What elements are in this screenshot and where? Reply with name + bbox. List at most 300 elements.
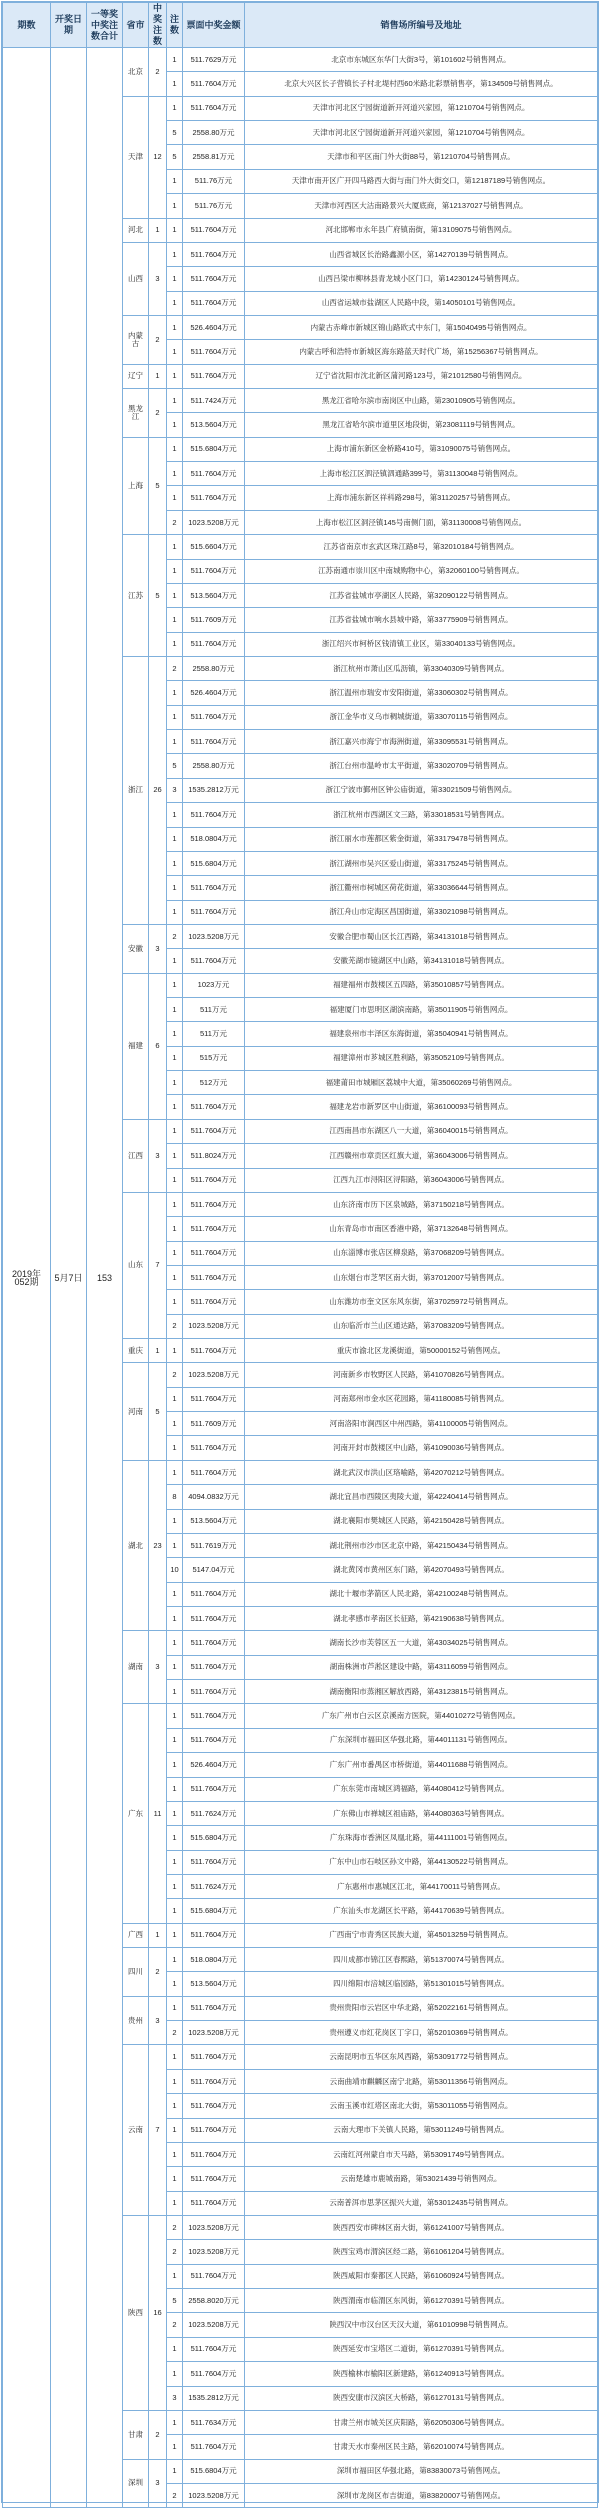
bets-cell: 1 — [167, 1850, 183, 1874]
province-count: 11 — [149, 1704, 167, 1923]
bets-cell: 1 — [167, 851, 183, 875]
bets-cell: 1 — [167, 2069, 183, 2093]
address-cell: 江苏省盐城市亭湖区人民路，第32090122号销售网点。 — [245, 583, 598, 607]
address-cell: 天津市南开区广开四马路西大街与南门外大街交口，第12187189号销售网点。 — [245, 169, 598, 193]
bets-cell: 5 — [167, 145, 183, 169]
amount-cell: 1023.5208万元 — [183, 924, 245, 948]
address-cell: 浙江衢州市柯城区荷花街道，第33036644号销售网点。 — [245, 876, 598, 900]
address-cell: 江西九江市浔阳区浔阳路，第36043006号销售网点。 — [245, 1168, 598, 1192]
amount-cell: 511.7604万元 — [183, 1777, 245, 1801]
province-name: 浙江 — [123, 656, 149, 924]
address-cell: 陕西渭南市临渭区东风街，第61270391号销售网点。 — [245, 2289, 598, 2313]
address-cell: 福建漳州市芗城区胜利路，第35052109号销售网点。 — [245, 1046, 598, 1070]
bets-cell: 1 — [167, 1144, 183, 1168]
address-cell: 上海市松江区洞泾镇145号南侧门面，第31130008号销售网点。 — [245, 510, 598, 534]
bets-cell: 2 — [167, 2215, 183, 2239]
province-count: 6 — [149, 973, 167, 1119]
bets-cell: 1 — [167, 1119, 183, 1143]
amount-cell: 511.7604万元 — [183, 1850, 245, 1874]
bets-cell: 1 — [167, 1533, 183, 1557]
address-cell: 天津市河西区大沽南路景兴大厦底商，第12137027号销售网点。 — [245, 194, 598, 218]
amount-cell: 511.7604万元 — [183, 340, 245, 364]
bets-cell: 1 — [167, 2337, 183, 2361]
province-name: 广西 — [123, 1923, 149, 1947]
amount-cell: 511.7604万元 — [183, 1582, 245, 1606]
province-count: 1 — [149, 1923, 167, 1947]
province-name: 山东 — [123, 1192, 149, 1338]
amount-cell: 511.7604万元 — [183, 1168, 245, 1192]
address-cell: 浙江杭州市西湖区文三路，第33018531号销售网点。 — [245, 803, 598, 827]
province-count: 1 — [149, 1339, 167, 1363]
bets-cell: 1 — [167, 1509, 183, 1533]
amount-cell: 511.7604万元 — [183, 2118, 245, 2142]
address-cell: 浙江嘉兴市海宁市海洲街道，第33095531号销售网点。 — [245, 730, 598, 754]
address-cell: 云南玉溪市红塔区南北大街，第53011055号销售网点。 — [245, 2094, 598, 2118]
address-cell: 北京大兴区长子营镇长子村北堤村西60米路北彩票销售亭，第134509号销售网点。 — [245, 72, 598, 96]
amount-cell: 511.7604万元 — [183, 1655, 245, 1679]
summary-period: 2019年052期 — [3, 48, 51, 2508]
province-count: 7 — [149, 2045, 167, 2216]
amount-cell: 1023.5208万元 — [183, 1363, 245, 1387]
address-cell: 北京市东城区东华门大街3号，第101602号销售网点。 — [245, 48, 598, 72]
bets-cell: 2 — [167, 2483, 183, 2507]
amount-cell: 515.6804万元 — [183, 1826, 245, 1850]
amount-cell: 511.7604万元 — [183, 2435, 245, 2459]
province-count: 3 — [149, 1996, 167, 2045]
province-name: 内蒙古 — [123, 315, 149, 364]
bets-cell: 1 — [167, 1972, 183, 1996]
address-cell: 浙江温州市瑞安市安阳街道，第33060302号销售网点。 — [245, 681, 598, 705]
amount-cell: 513.5604万元 — [183, 413, 245, 437]
address-cell: 浙江台州市温岭市太平街道，第33020709号销售网点。 — [245, 754, 598, 778]
amount-cell: 511.7604万元 — [183, 96, 245, 120]
address-cell: 湖北孝感市孝南区长征路，第42190638号销售网点。 — [245, 1607, 598, 1631]
bets-cell: 2 — [167, 2240, 183, 2264]
address-cell: 湖南株洲市芦淞区建设中路，第43116059号销售网点。 — [245, 1655, 598, 1679]
amount-cell: 511.7604万元 — [183, 1607, 245, 1631]
address-cell: 湖南衡阳市蒸湘区解放西路，第43123815号销售网点。 — [245, 1680, 598, 1704]
address-cell: 江苏省盐城市响水县城中路，第33775909号销售网点。 — [245, 608, 598, 632]
amount-cell: 526.4604万元 — [183, 681, 245, 705]
bets-cell: 1 — [167, 291, 183, 315]
bets-cell: 1 — [167, 900, 183, 924]
bets-cell: 10 — [167, 1558, 183, 1582]
address-cell: 湖北襄阳市樊城区人民路，第42150428号销售网点。 — [245, 1509, 598, 1533]
bets-cell: 1 — [167, 364, 183, 388]
address-cell: 河北邯郸市永年县广府镇南街，第13109075号销售网点。 — [245, 218, 598, 242]
address-cell: 云南普洱市思茅区振兴大道，第53012435号销售网点。 — [245, 2191, 598, 2215]
amount-cell: 511.7604万元 — [183, 1680, 245, 1704]
bets-cell: 1 — [167, 2142, 183, 2166]
amount-cell: 511.7604万元 — [183, 1095, 245, 1119]
address-cell: 上海市浦东新区金桥路410号，第31090075号销售网点。 — [245, 437, 598, 461]
bets-cell: 3 — [167, 2386, 183, 2410]
province-name: 深圳 — [123, 2459, 149, 2508]
amount-cell: 511.7604万元 — [183, 730, 245, 754]
bets-cell: 1 — [167, 608, 183, 632]
results-body — [3, 48, 598, 2508]
bets-cell: 1 — [167, 1460, 183, 1484]
province-count: 26 — [149, 656, 167, 924]
address-cell: 云南大理市下关镇人民路，第53011249号销售网点。 — [245, 2118, 598, 2142]
bets-cell: 1 — [167, 1801, 183, 1825]
province-name: 甘肃 — [123, 2410, 149, 2459]
address-cell: 福建莆田市城厢区荔城中大道，第35060269号销售网点。 — [245, 1071, 598, 1095]
address-cell: 江西赣州市章贡区红旗大道，第36043006号销售网点。 — [245, 1144, 598, 1168]
amount-cell: 1535.2812万元 — [183, 778, 245, 802]
bets-cell: 1 — [167, 2410, 183, 2434]
amount-cell: 511.7604万元 — [183, 1241, 245, 1265]
amount-cell: 511.7604万元 — [183, 486, 245, 510]
amount-cell: 5147.04万元 — [183, 1558, 245, 1582]
amount-cell: 511.7604万元 — [183, 1704, 245, 1728]
amount-cell: 513.5604万元 — [183, 583, 245, 607]
amount-cell: 511.7604万元 — [183, 1436, 245, 1460]
amount-cell: 511.76万元 — [183, 169, 245, 193]
amount-cell: 1023.5208万元 — [183, 2483, 245, 2507]
address-cell: 贵州贵阳市云岩区中华北路，第52022161号销售网点。 — [245, 1996, 598, 2020]
bets-cell: 1 — [167, 1753, 183, 1777]
amount-cell: 511.7604万元 — [183, 803, 245, 827]
bets-cell: 1 — [167, 1339, 183, 1363]
bets-cell: 1 — [167, 169, 183, 193]
amount-cell: 511.7624万元 — [183, 1874, 245, 1898]
amount-cell: 511.7424万元 — [183, 389, 245, 413]
bets-cell: 1 — [167, 1704, 183, 1728]
address-cell: 安徽合肥市蜀山区长江西路，第34131018号销售网点。 — [245, 924, 598, 948]
address-cell: 广东佛山市禅城区祖庙路，第44080363号销售网点。 — [245, 1801, 598, 1825]
bets-cell: 1 — [167, 413, 183, 437]
province-name: 四川 — [123, 1948, 149, 1997]
bets-cell: 1 — [167, 1996, 183, 2020]
amount-cell: 511.7604万元 — [183, 2337, 245, 2361]
address-cell: 山东烟台市芝罘区南大街，第37012007号销售网点。 — [245, 1265, 598, 1289]
amount-cell: 513.5604万元 — [183, 1972, 245, 1996]
bets-cell: 1 — [167, 1071, 183, 1095]
bets-cell: 1 — [167, 1826, 183, 1850]
province-name: 湖南 — [123, 1631, 149, 1704]
province-count: 3 — [149, 1631, 167, 1704]
header-total: 一等奖中奖注数合计 — [87, 3, 123, 48]
amount-cell: 511.7604万元 — [183, 2264, 245, 2288]
address-cell: 湖北武汉市洪山区珞喻路，第42070212号销售网点。 — [245, 1460, 598, 1484]
address-cell: 内蒙古赤峰市新城区锦山路欧式中东门，第15040495号销售网点。 — [245, 315, 598, 339]
header-date: 开奖日期 — [51, 3, 87, 48]
province-count: 3 — [149, 242, 167, 315]
amount-cell: 511.7609万元 — [183, 1412, 245, 1436]
bets-cell: 2 — [167, 656, 183, 680]
amount-cell: 511.7604万元 — [183, 72, 245, 96]
bets-cell: 1 — [167, 267, 183, 291]
bets-cell: 1 — [167, 1436, 183, 1460]
province-count: 2 — [149, 48, 167, 97]
bets-cell: 1 — [167, 1874, 183, 1898]
province-name: 云南 — [123, 2045, 149, 2216]
amount-cell: 511.7604万元 — [183, 2362, 245, 2386]
province-count: 5 — [149, 1363, 167, 1460]
amount-cell: 511.7604万元 — [183, 242, 245, 266]
bets-cell: 1 — [167, 803, 183, 827]
amount-cell: 511.7604万元 — [183, 364, 245, 388]
address-cell: 河南新乡市牧野区人民路，第41070826号销售网点。 — [245, 1363, 598, 1387]
bets-cell: 2 — [167, 510, 183, 534]
amount-cell: 515.6804万元 — [183, 437, 245, 461]
bets-cell: 2 — [167, 1363, 183, 1387]
province-name: 河北 — [123, 218, 149, 242]
amount-cell: 511.7604万元 — [183, 949, 245, 973]
amount-cell: 511.7604万元 — [183, 2069, 245, 2093]
bets-cell: 1 — [167, 486, 183, 510]
address-cell: 上海市松江区泗泾镇泗通路399号，第31130048号销售网点。 — [245, 462, 598, 486]
bets-cell: 1 — [167, 681, 183, 705]
address-cell: 天津市河北区宁园街道新开河道兴家园，第1210704号销售网点。 — [245, 121, 598, 145]
address-cell: 广东广州市白云区京溪南方医院，第44010272号销售网点。 — [245, 1704, 598, 1728]
amount-cell: 513.5604万元 — [183, 1509, 245, 1533]
table-row — [3, 48, 598, 72]
province-count: 12 — [149, 96, 167, 218]
address-cell: 湖北宜昌市西陵区夷陵大道，第42240414号销售网点。 — [245, 1485, 598, 1509]
bets-cell: 1 — [167, 462, 183, 486]
province-count: 16 — [149, 2215, 167, 2410]
bets-cell: 1 — [167, 1899, 183, 1923]
address-cell: 内蒙古呼和浩特市新城区海东路蓝天时代广场，第15256367号销售网点。 — [245, 340, 598, 364]
address-cell: 福建厦门市思明区湖滨南路，第35011905号销售网点。 — [245, 998, 598, 1022]
province-name: 辽宁 — [123, 364, 149, 388]
address-cell: 山东临沂市兰山区通达路，第37083209号销售网点。 — [245, 1314, 598, 1338]
address-cell: 陕西宝鸡市渭滨区经二路，第61061204号销售网点。 — [245, 2240, 598, 2264]
bets-cell: 1 — [167, 2362, 183, 2386]
province-count: 5 — [149, 535, 167, 657]
bets-cell: 2 — [167, 2021, 183, 2045]
bets-cell: 1 — [167, 437, 183, 461]
amount-cell: 511.7604万元 — [183, 1290, 245, 1314]
bets-cell: 1 — [167, 1631, 183, 1655]
bets-cell: 5 — [167, 121, 183, 145]
header-province: 省市 — [123, 3, 149, 48]
amount-cell: 511.7604万元 — [183, 1192, 245, 1216]
bets-cell: 1 — [167, 1923, 183, 1947]
province-name: 湖北 — [123, 1460, 149, 1631]
bets-cell: 1 — [167, 1777, 183, 1801]
amount-cell: 515万元 — [183, 1046, 245, 1070]
address-cell: 浙江丽水市莲都区紫金街道，第33179478号销售网点。 — [245, 827, 598, 851]
amount-cell: 511.7604万元 — [183, 1217, 245, 1241]
amount-cell: 511.7604万元 — [183, 291, 245, 315]
province-name: 山西 — [123, 242, 149, 315]
bets-cell: 1 — [167, 730, 183, 754]
address-cell: 福建龙岩市新罗区中山街道，第36100093号销售网点。 — [245, 1095, 598, 1119]
address-cell: 云南曲靖市麒麟区南宁北路，第53011356号销售网点。 — [245, 2069, 598, 2093]
bets-cell: 1 — [167, 1192, 183, 1216]
address-cell: 广东广州市番禺区市桥街道，第44011688号销售网点。 — [245, 1753, 598, 1777]
amount-cell: 2558.80万元 — [183, 656, 245, 680]
amount-cell: 1023.5208万元 — [183, 2240, 245, 2264]
address-cell: 湖南长沙市芙蓉区五一大道，第43034025号销售网点。 — [245, 1631, 598, 1655]
bets-cell: 1 — [167, 218, 183, 242]
bets-cell: 8 — [167, 1485, 183, 1509]
bets-cell: 1 — [167, 48, 183, 72]
amount-cell: 511.7604万元 — [183, 1460, 245, 1484]
bets-cell: 1 — [167, 2045, 183, 2069]
summary-date: 5月7日 — [51, 48, 87, 2508]
address-cell: 天津市河北区宁园街道新开河道兴家园，第1210704号销售网点。 — [245, 96, 598, 120]
bets-cell: 1 — [167, 2094, 183, 2118]
bets-cell: 1 — [167, 389, 183, 413]
bets-cell: 5 — [167, 2289, 183, 2313]
address-cell: 云南红河州蒙自市天马路，第53091749号销售网点。 — [245, 2142, 598, 2166]
amount-cell: 511.7604万元 — [183, 876, 245, 900]
province-name: 江苏 — [123, 535, 149, 657]
bets-cell: 1 — [167, 2435, 183, 2459]
address-cell: 浙江湖州市吴兴区爱山街道，第33175245号销售网点。 — [245, 851, 598, 875]
address-cell: 山东淄博市张店区柳泉路，第37068209号销售网点。 — [245, 1241, 598, 1265]
bets-cell: 2 — [167, 924, 183, 948]
amount-cell: 511.7604万元 — [183, 1996, 245, 2020]
bets-cell: 1 — [167, 1290, 183, 1314]
address-cell: 福建福州市鼓楼区五四路，第35010857号销售网点。 — [245, 973, 598, 997]
address-cell: 广东惠州市惠城区江北，第44170011号销售网点。 — [245, 1874, 598, 1898]
address-cell: 四川绵阳市涪城区临园路，第51301015号销售网点。 — [245, 1972, 598, 1996]
address-cell: 上海市浦东新区祥科路298号，第31120257号销售网点。 — [245, 486, 598, 510]
province-name: 天津 — [123, 96, 149, 218]
province-count: 2 — [149, 1948, 167, 1997]
province-name: 河南 — [123, 1363, 149, 1460]
amount-cell: 511.7624万元 — [183, 1801, 245, 1825]
address-cell: 江苏南通市崇川区中南城购物中心，第32060100号销售网点。 — [245, 559, 598, 583]
bets-cell: 1 — [167, 242, 183, 266]
amount-cell: 511.7604万元 — [183, 2142, 245, 2166]
bets-cell: 1 — [167, 340, 183, 364]
amount-cell: 511.7604万元 — [183, 1387, 245, 1411]
address-cell: 天津市和平区南门外大街88号，第1210704号销售网点。 — [245, 145, 598, 169]
address-cell: 广东东莞市南城区鸿福路，第44080412号销售网点。 — [245, 1777, 598, 1801]
amount-cell: 526.4604万元 — [183, 315, 245, 339]
bets-cell: 1 — [167, 2118, 183, 2142]
province-name: 安徽 — [123, 924, 149, 973]
address-cell: 浙江金华市义乌市稠城街道，第33070115号销售网点。 — [245, 705, 598, 729]
amount-cell: 511.7604万元 — [183, 2094, 245, 2118]
amount-cell: 1023万元 — [183, 973, 245, 997]
bets-cell: 1 — [167, 1582, 183, 1606]
address-cell: 浙江宁波市鄞州区钟公庙街道，第33021509号销售网点。 — [245, 778, 598, 802]
bets-cell: 1 — [167, 559, 183, 583]
address-cell: 黑龙江省哈尔滨市南岗区中山路，第23010905号销售网点。 — [245, 389, 598, 413]
amount-cell: 511.7619万元 — [183, 1533, 245, 1557]
amount-cell: 1023.5208万元 — [183, 1314, 245, 1338]
province-count: 1 — [149, 364, 167, 388]
amount-cell: 2558.80万元 — [183, 121, 245, 145]
address-cell: 重庆市渝北区龙溪街道，第50000152号销售网点。 — [245, 1339, 598, 1363]
amount-cell: 511.7604万元 — [183, 267, 245, 291]
address-cell: 深圳市福田区华强北路，第83830073号销售网点。 — [245, 2459, 598, 2483]
province-count: 1 — [149, 218, 167, 242]
province-count: 5 — [149, 437, 167, 534]
lottery-results-document — [1, 1, 599, 2503]
province-count: 7 — [149, 1192, 167, 1338]
address-cell: 山西吕梁市柳林县青龙城小区门口，第14230124号销售网点。 — [245, 267, 598, 291]
amount-cell: 511万元 — [183, 1022, 245, 1046]
amount-cell: 511.7604万元 — [183, 2045, 245, 2069]
address-cell: 河南洛阳市涧西区中州西路，第41100005号销售网点。 — [245, 1412, 598, 1436]
address-cell: 辽宁省沈阳市沈北新区蒲河路123号，第21012580号销售网点。 — [245, 364, 598, 388]
address-cell: 河南郑州市金水区花园路，第41180085号销售网点。 — [245, 1387, 598, 1411]
amount-cell: 518.0804万元 — [183, 827, 245, 851]
bets-cell: 1 — [167, 632, 183, 656]
amount-cell: 2558.81万元 — [183, 145, 245, 169]
bets-cell: 1 — [167, 1655, 183, 1679]
bets-cell: 1 — [167, 72, 183, 96]
bets-cell: 1 — [167, 949, 183, 973]
address-cell: 福建泉州市丰泽区东海街道，第35040941号销售网点。 — [245, 1022, 598, 1046]
address-cell: 江苏省南京市玄武区珠江路8号，第32010184号销售网点。 — [245, 535, 598, 559]
bets-cell: 1 — [167, 1095, 183, 1119]
province-name: 陕西 — [123, 2215, 149, 2410]
header-bets: 注数 — [167, 3, 183, 48]
address-cell: 山东潍坊市奎文区东风东街，第37025972号销售网点。 — [245, 1290, 598, 1314]
bets-cell: 1 — [167, 1948, 183, 1972]
bets-cell: 1 — [167, 1680, 183, 1704]
bets-cell: 1 — [167, 1412, 183, 1436]
header-row — [3, 3, 598, 48]
address-cell: 山西省运城市盐湖区人民路中段，第14050101号销售网点。 — [245, 291, 598, 315]
address-cell: 甘肃天水市秦州区民主路，第62010074号销售网点。 — [245, 2435, 598, 2459]
address-cell: 江西南昌市东湖区八一大道，第36040015号销售网点。 — [245, 1119, 598, 1143]
amount-cell: 1535.2812万元 — [183, 2386, 245, 2410]
address-cell: 浙江绍兴市柯桥区钱清镇工业区，第33040133号销售网点。 — [245, 632, 598, 656]
bets-cell: 1 — [167, 1022, 183, 1046]
province-count: 2 — [149, 315, 167, 364]
bets-cell: 3 — [167, 778, 183, 802]
address-cell: 甘肃兰州市城关区庆阳路，第62050306号销售网点。 — [245, 2410, 598, 2434]
amount-cell: 511.7604万元 — [183, 632, 245, 656]
amount-cell: 1023.5208万元 — [183, 2021, 245, 2045]
province-name: 江西 — [123, 1119, 149, 1192]
province-count: 2 — [149, 389, 167, 438]
province-name: 贵州 — [123, 1996, 149, 2045]
address-cell: 广东深圳市福田区华强北路，第44011131号销售网点。 — [245, 1728, 598, 1752]
amount-cell: 511.7604万元 — [183, 1339, 245, 1363]
bets-cell: 1 — [167, 876, 183, 900]
bets-cell: 1 — [167, 2191, 183, 2215]
bets-cell: 1 — [167, 973, 183, 997]
address-cell: 陕西延安市宝塔区二道街，第61270391号销售网点。 — [245, 2337, 598, 2361]
amount-cell: 511.7604万元 — [183, 900, 245, 924]
amount-cell: 1023.5208万元 — [183, 2215, 245, 2239]
amount-cell: 511.7634万元 — [183, 2410, 245, 2434]
bets-cell: 1 — [167, 2167, 183, 2191]
address-cell: 河南开封市鼓楼区中山路，第41090036号销售网点。 — [245, 1436, 598, 1460]
address-cell: 广东汕头市龙湖区长平路，第44170639号销售网点。 — [245, 1899, 598, 1923]
bets-cell: 1 — [167, 2459, 183, 2483]
amount-cell: 515.6604万元 — [183, 535, 245, 559]
province-count: 3 — [149, 1119, 167, 1192]
province-count: 23 — [149, 1460, 167, 1631]
amount-cell: 515.6804万元 — [183, 851, 245, 875]
address-cell: 浙江杭州市萧山区瓜沥镇，第33040309号销售网点。 — [245, 656, 598, 680]
amount-cell: 511.7604万元 — [183, 462, 245, 486]
address-cell: 云南楚雄市鹿城南路，第53021439号销售网点。 — [245, 2167, 598, 2191]
address-cell: 湖北十堰市茅箭区人民北路，第42100248号销售网点。 — [245, 1582, 598, 1606]
bets-cell: 1 — [167, 194, 183, 218]
amount-cell: 515.6804万元 — [183, 2459, 245, 2483]
bets-cell: 1 — [167, 827, 183, 851]
header-amount: 票面中奖金额 — [183, 3, 245, 48]
province-name: 北京 — [123, 48, 149, 97]
amount-cell: 518.0804万元 — [183, 1948, 245, 1972]
results-table — [2, 2, 598, 2508]
amount-cell: 1023.5208万元 — [183, 510, 245, 534]
bets-cell: 1 — [167, 1168, 183, 1192]
